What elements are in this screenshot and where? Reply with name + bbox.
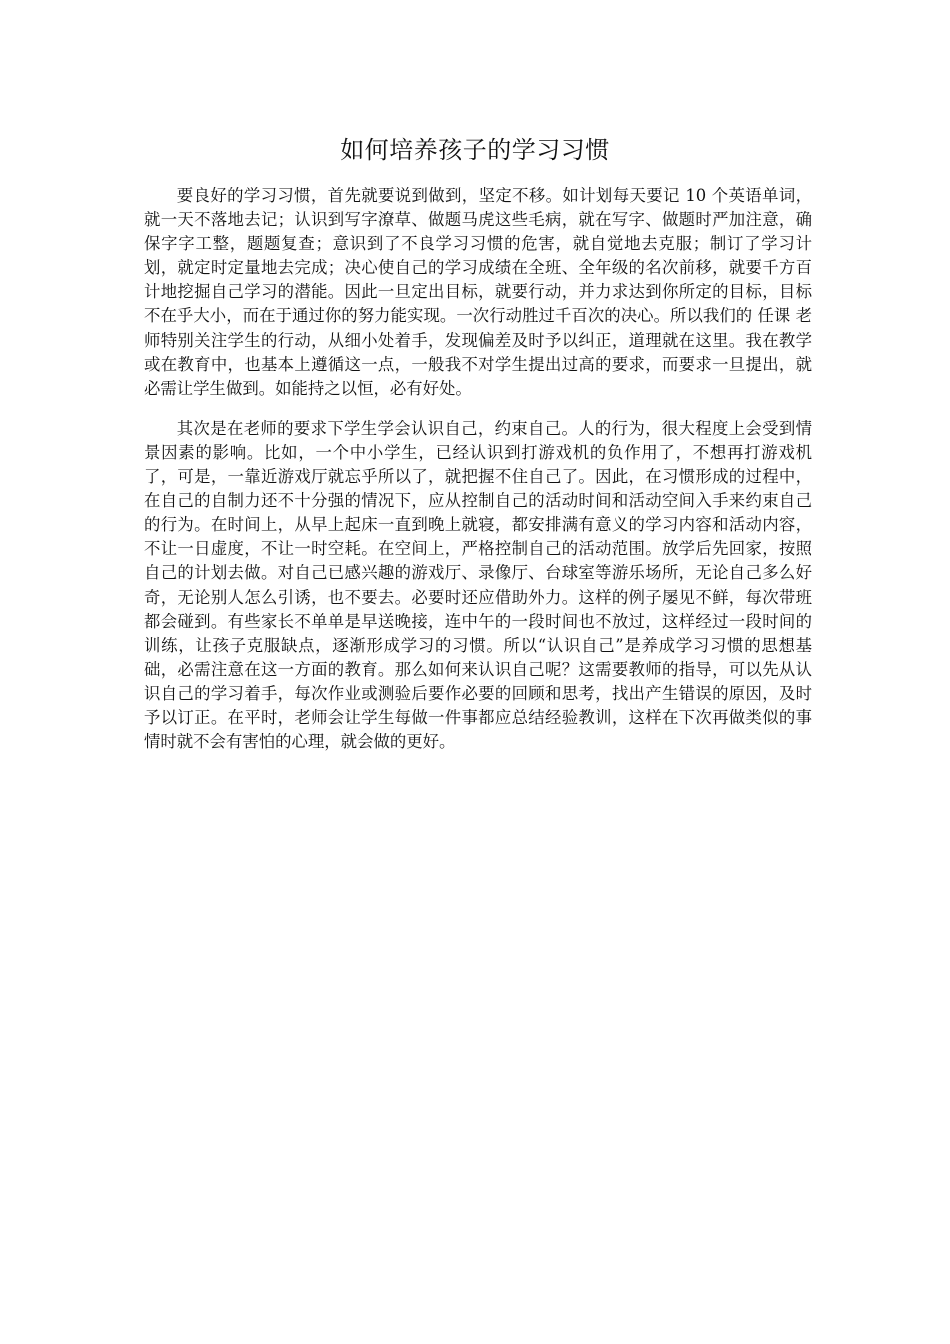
document-body [144,184,812,770]
paragraph-1: 要良好的学习习惯，首先就要说到做到，坚定不移。如计划每天要记 10 个英语单词，就一天不落地去记；认识到写字潦草、做题马虎这些毛病，就在写字、做题时严加注意，确保字字工整，题题复查；意识到了不良学习习惯的危害，就自觉地去克服；制订了学习计划，就定时定量地去完成；决心使自己的学习成绩在全班、全年级的名次前移，就要千方百计地挖掘自己学习的潜能。因此一旦定出目标，就要行动，并力求达到你所定的目标，目标不在乎大小，而在于通过你的努力能实现。一次行动胜过千百次的决心。所以我们的 任课 老师特别关注学生的行动，从细小处着手，发现偏差及时予以纠正，道理就在这里。我在教学或在教育中，也基本上遵循这一点，一般我不对学生提出过高的要求，而要求一旦提出，就必需让学生做到。如能持之以恒，必有好处。 [144,186,812,398]
document-title: 如何培养孩子的学习习惯 [340,136,610,164]
paragraph-2: 其次是在老师的要求下学生学会认识自己，约束自己。人的行为，很大程度上会受到情景因素的影响。比如，一个中小学生，已经认识到打游戏机的负作用了，不想再打游戏机了，可是，一靠近游戏厅就忘乎所以了，就把握不住自己了。因此，在习惯形成的过程中，在自己的自制力还不十分强的情况下，应从控制自己的活动时间和活动空间入手来约束自己的行为。在时间上，从早上起床一直到晚上就寝，都安排满有意义的学习内容和活动内容，不让一日虚度，不让一时空耗。在空间上，严格控制自己的活动范围。放学后先回家，按照自己的计划去做。对自己已感兴趣的游戏厅、录像厅、台球室等游乐场所，无论自己多么好奇，无论别人怎么引诱，也不要去。必要时还应借助外力。这样的例子屡见不鲜，每次带班都会碰到。有些家长不单单是早送晚接，连中午的一段时间也不放过，这样经过一段时间的训练，让孩子克服缺点，逐渐形成学习的习惯。所以“认识自己”是养成学习习惯的思想基础，必需注意在这一方面的教育。那么如何来认识自己呢？这需要教师的指导，可以先从认识自己的学习着手，每次作业或测验后要作必要的回顾和思考，找出产生错误的原因，及时予以订正。在平时，老师会让学生每做一件事都应总结经验教训，这样在下次再做类似的事情时就不会有害怕的心理，就会做的更好。 [144,418,812,752]
